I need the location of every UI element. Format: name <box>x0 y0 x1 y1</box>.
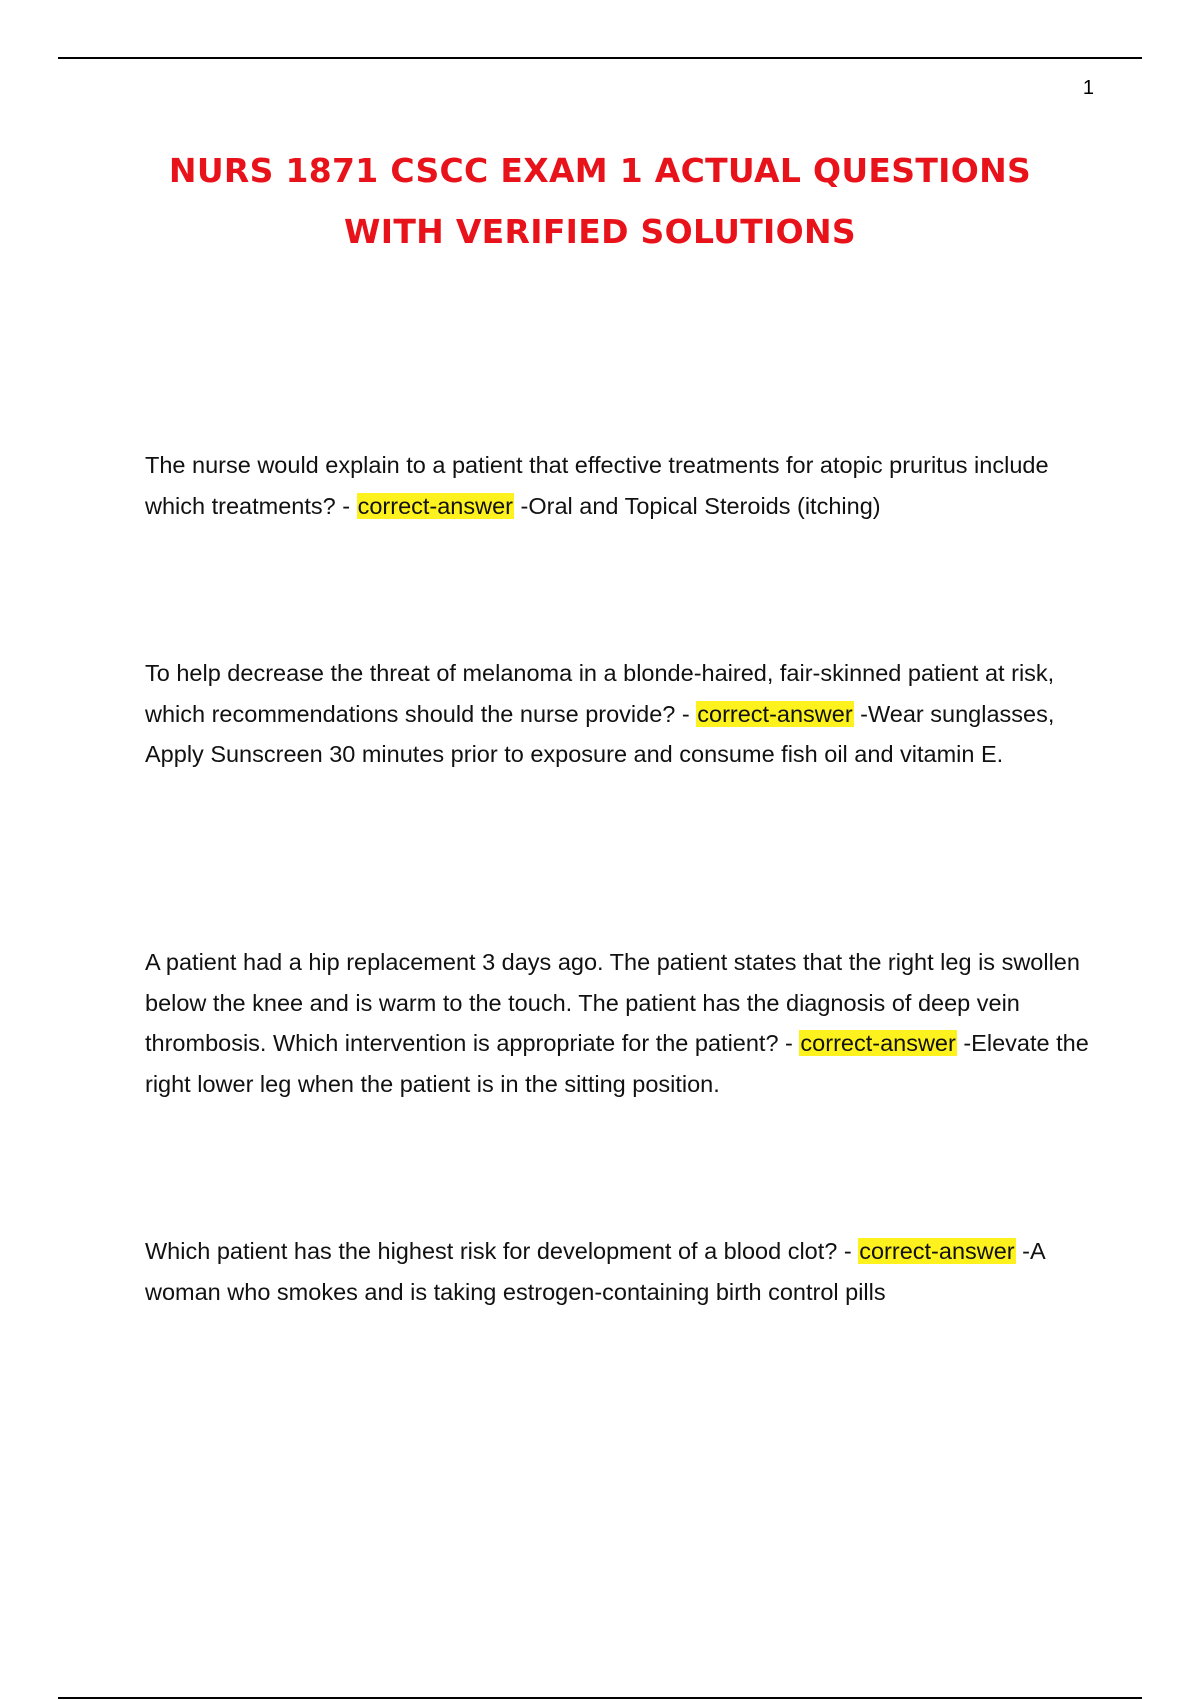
correct-answer-highlight: correct-answer <box>697 700 853 727</box>
answer-text: -Wear sunglasses, Apply Sunscreen 30 minutes prior to exposure and consume fish oil and vitamin E. <box>145 700 1055 767</box>
page-number: 1 <box>1082 77 1094 99</box>
title-line-2: WITH VERIFIED SOLUTIONS <box>344 212 856 251</box>
header-rule <box>58 57 1142 59</box>
answer-text: -Oral and Topical Steroids (itching) <box>514 492 881 519</box>
correct-answer-highlight: correct-answer <box>800 1030 956 1056</box>
answer-text: -Elevate the right lower leg when the patient is in the sitting position. <box>145 1030 1089 1097</box>
qa-item <box>145 1231 1090 1312</box>
question-text: To help decrease the threat of melanoma in a blonde-haired, fair-skinned patient at risk, which recommendations should the nurse provide? - <box>145 660 1055 727</box>
question-text: A patient had a hip replacement 3 days ago. The patient states that the right leg is swollen below the knee and is warm to the touch. The patient has the diagnosis of deep vein thrombosis. Which intervention is appropriate for the patient? - <box>145 949 1080 1056</box>
qa-item <box>145 445 1090 526</box>
qa-item <box>145 653 1090 775</box>
answer-text: -A woman who smokes and is taking estrogen-containing birth control pills <box>145 1238 1045 1305</box>
qa-item <box>145 942 1090 1104</box>
page-title <box>100 140 1100 262</box>
correct-answer-highlight: correct-answer <box>357 492 513 519</box>
footer-rule <box>58 1697 1142 1699</box>
question-text: The nurse would explain to a patient that effective treatments for atopic pruritus include which treatments? - <box>145 452 1049 519</box>
title-line-1: NURS 1871 CSCC EXAM 1 ACTUAL QUESTIONS <box>168 151 1032 190</box>
correct-answer-highlight: correct-answer <box>859 1238 1015 1264</box>
question-text: Which patient has the highest risk for development of a blood clot? - <box>145 1238 859 1264</box>
